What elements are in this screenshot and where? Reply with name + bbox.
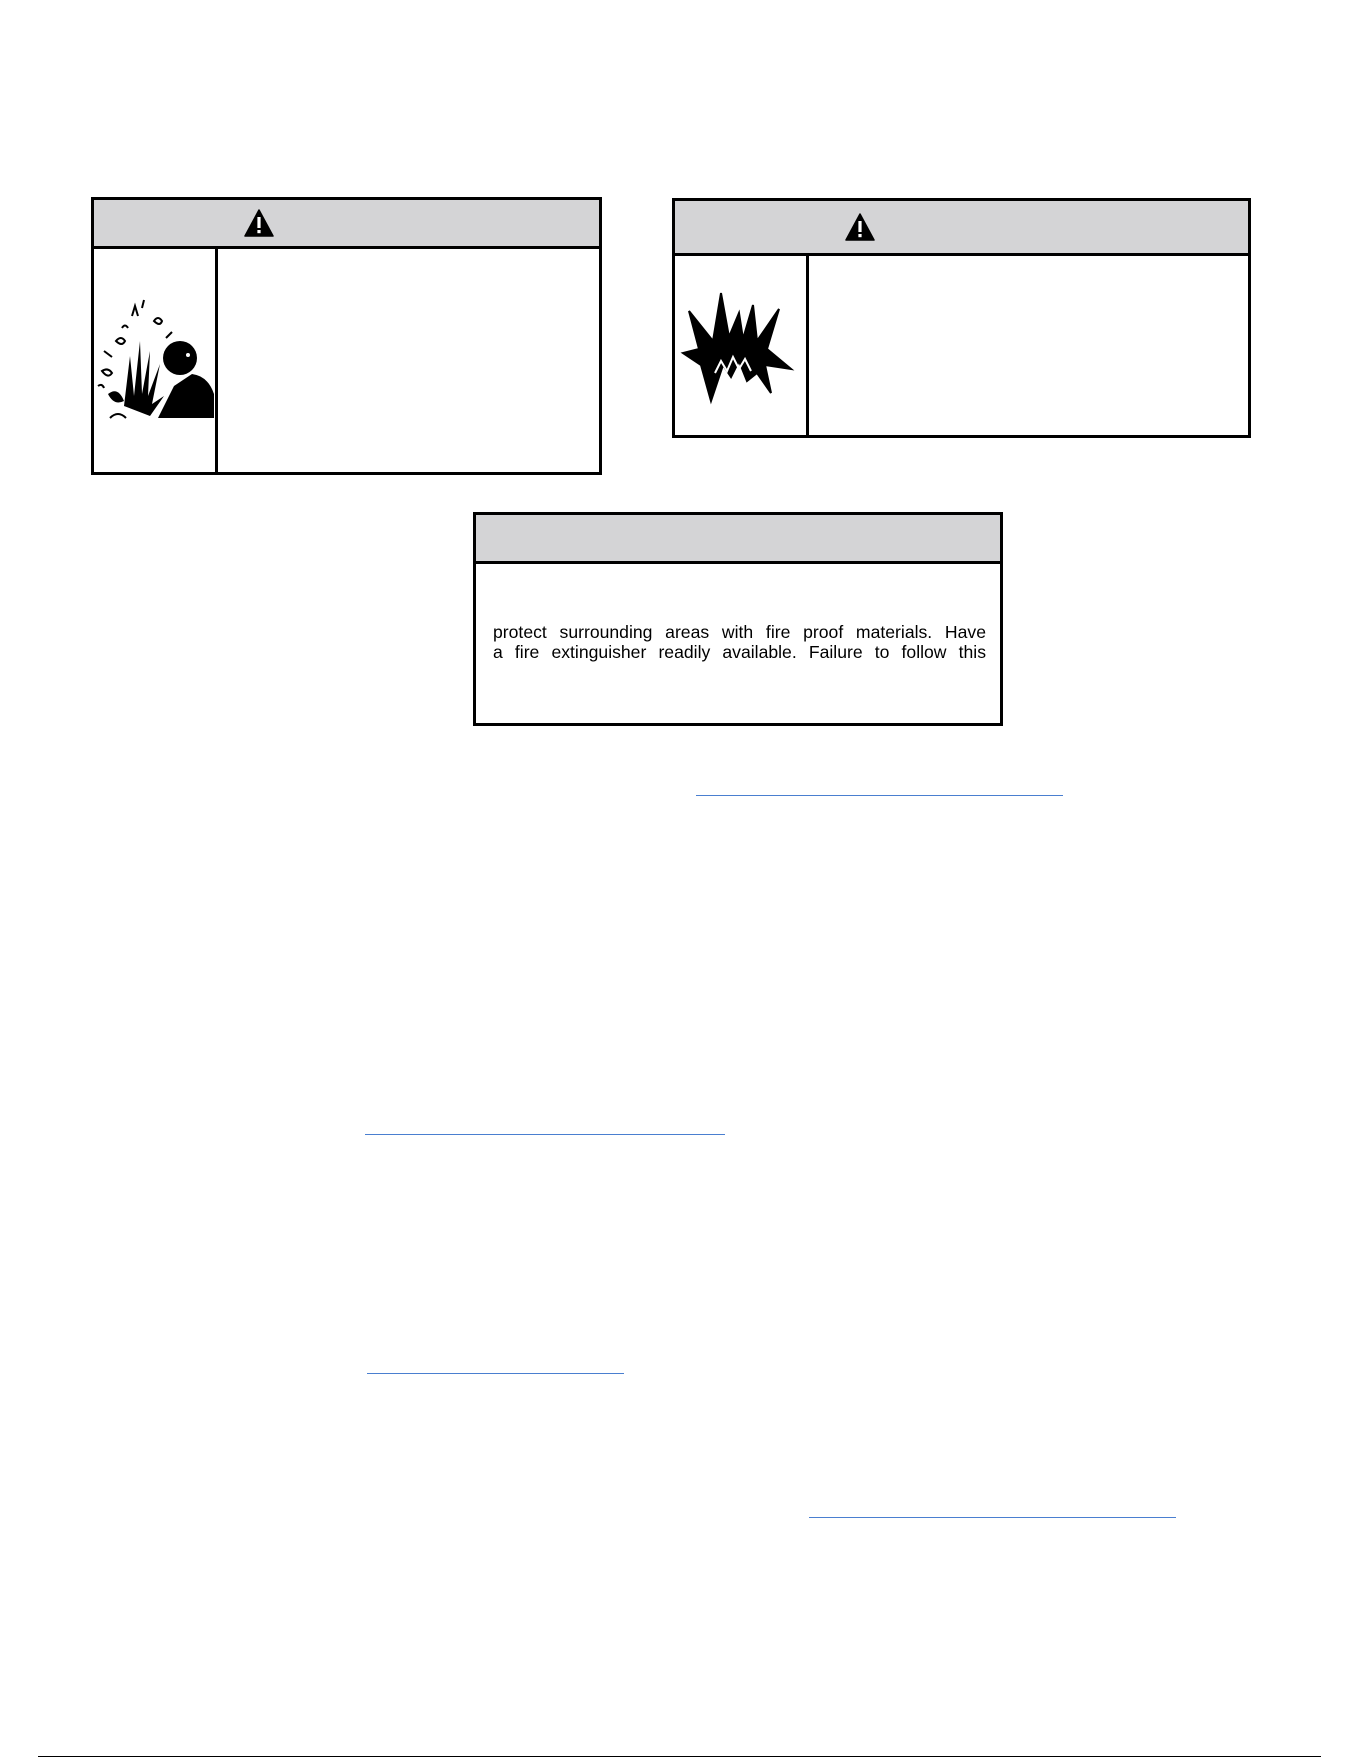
caution-header [476, 515, 1000, 564]
hyperlink-underline[interactable] [809, 1517, 1176, 1518]
warning-header [94, 200, 599, 249]
explosion-injury-icon [94, 246, 215, 475]
warning-box-left [91, 197, 602, 475]
warning-triangle-icon [244, 209, 274, 237]
hyperlink-underline[interactable] [696, 795, 1063, 796]
caution-body [493, 622, 986, 662]
hyperlink-underline[interactable] [367, 1373, 624, 1374]
footer-rule [38, 1756, 1321, 1757]
hyperlink-underline[interactable] [365, 1134, 725, 1135]
warning-header [675, 201, 1248, 256]
warning-triangle-icon [845, 213, 875, 241]
pictogram-cell [94, 246, 218, 472]
caution-box [473, 512, 1003, 726]
caution-line: protect surrounding areas with fire proof materials. Have [493, 622, 986, 642]
caution-line: a fire extinguisher readily available. Failure to follow this [493, 642, 986, 662]
pictogram-cell [675, 253, 809, 435]
explosion-burst-icon [675, 253, 806, 438]
warning-box-right [672, 198, 1251, 438]
